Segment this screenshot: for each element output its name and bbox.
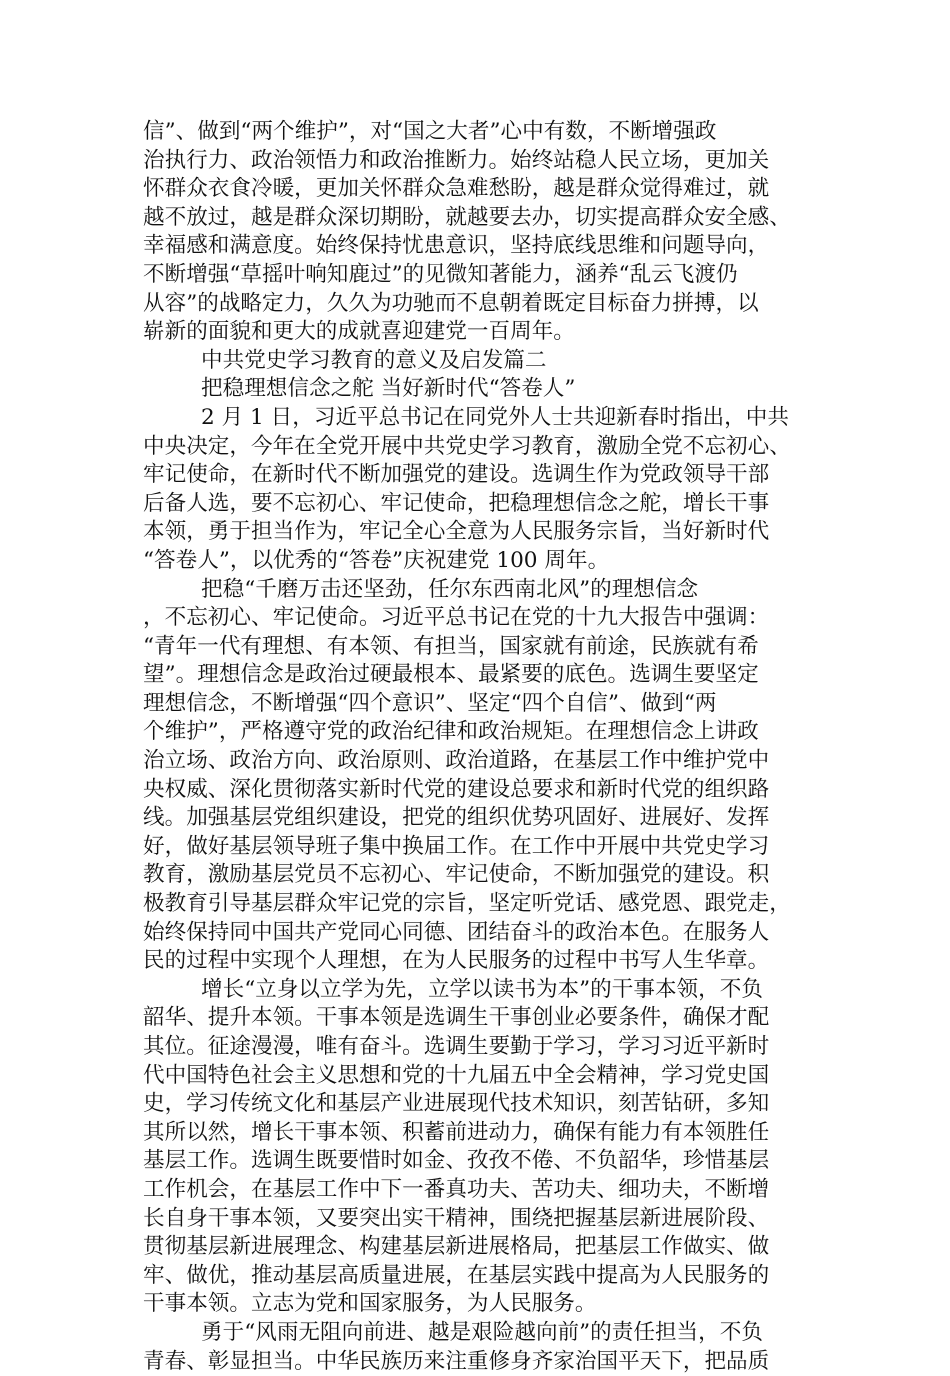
text-line: 基层工作。选调生既要惜时如金、孜孜不倦、不负韶华，珍惜基层	[143, 1148, 770, 1174]
text-line: 其位。征途漫漫，唯有奋斗。选调生要勤于学习，学习习近平新时	[143, 1034, 770, 1059]
text-line: 央权威、深化贯彻落实新时代党的建设总要求和新时代党的组织路	[143, 776, 770, 802]
text-line: 代中国特色社会主义思想和党的十九届五中全会精神，学习党史国	[143, 1062, 770, 1088]
text-line: 个维护”，严格遵守党的政治纪律和政治规矩。在理想信念上讲政	[143, 719, 759, 745]
text-line: 始终保持同中国共产党同心同德、团结奋斗的政治本色。在服务人	[143, 919, 770, 945]
text-line: 极教育引导基层群众牢记党的宗旨，坚定听党话、感党恩、跟党走，	[143, 891, 791, 917]
text-line: 后备人选，要不忘初心、牢记使命，把稳理想信念之舵，增长干事	[143, 490, 770, 516]
text-line: 不断增强“草摇叶响知鹿过”的见微知著能力，涵养“乱云飞渡仍	[143, 261, 738, 287]
text-line: 望”。理想信念是政治过硬最根本、最紧要的底色。选调生要坚定	[143, 662, 759, 688]
text-line: 幸福感和满意度。始终保持忧患意识，坚持底线思维和问题导向，	[143, 233, 770, 259]
text-line: 民的过程中实现个人理想，在为人民服务的过程中书写人生华章。	[143, 948, 770, 974]
text-line: 牢记使命，在新时代不断加强党的建设。选调生作为党政领导干部	[143, 462, 770, 488]
text-line: 增长“立身以立学为先，立学以读书为本”的干事本领，不负	[201, 976, 763, 1002]
text-line: 把稳“千磨万击还坚劲，任尔东西南北风”的理想信念	[201, 576, 699, 602]
text-line: 贯彻基层新进展理念、构建基层新进展格局，把基层工作做实、做	[143, 1234, 770, 1260]
text-line: 工作机会，在基层工作中下一番真功夫、苦功夫、细功夫，不断增	[143, 1176, 770, 1202]
text-line: 治立场、政治方向、政治原则、政治道路，在基层工作中维护党中	[143, 748, 770, 774]
text-line: 其所以然，增长干事本领、积蓄前进动力，确保有能力有本领胜任	[143, 1119, 770, 1145]
text-line: 怀群众衣食冷暖，更加关怀群众急难愁盼，越是群众觉得难过，就	[143, 176, 770, 202]
text-line: 中共党史学习教育的意义及启发篇二	[201, 347, 547, 373]
text-line: “答卷人”，以优秀的“答卷”庆祝建党 100 周年。	[143, 547, 610, 573]
text-line: 长自身干事本领，又要突出实干精神，围绕把握基层新进展阶段、	[143, 1205, 770, 1231]
text-line: 史，学习传统文化和基层产业进展现代技术知识，刻苦钻研，多知	[143, 1091, 770, 1117]
text-line: 线。加强基层党组织建设，把党的组织优势巩固好、进展好、发挥	[143, 805, 770, 831]
document-page	[143, 118, 815, 1376]
text-line: 从容”的战略定力，久久为功驰而不息朝着既定目标奋力拼搏，以	[143, 290, 759, 316]
text-line: 治执行力、政治领悟力和政治推断力。始终站稳人民立场，更加关	[143, 147, 770, 173]
text-line: “青年一代有理想、有本领、有担当，国家就有前途，民族就有希	[143, 633, 759, 659]
text-line: 崭新的面貌和更大的成就喜迎建党一百周年。	[143, 319, 575, 345]
text-line: 越不放过，越是群众深切期盼，就越要去办，切实提高群众安全感、	[143, 204, 791, 230]
text-line: 干事本领。立志为党和国家服务，为人民服务。	[143, 1291, 597, 1317]
text-line: ，不忘初心、牢记使命。习近平总书记在党的十九大报告中强调：	[143, 605, 770, 631]
text-line: 青春、彰显担当。中华民族历来注重修身齐家治国平天下，把品质	[143, 1348, 770, 1374]
text-line: 中央决定，今年在全党开展中共党史学习教育，激励全党不忘初心、	[143, 433, 791, 459]
text-line: 好，做好基层领导班子集中换届工作。在工作中开展中共党史学习	[143, 833, 770, 859]
text-line: 把稳理想信念之舵 当好新时代“答卷人”	[201, 376, 576, 402]
text-line: 韶华、提升本领。干事本领是选调生干事创业必要条件，确保才配	[143, 1005, 770, 1031]
text-line: 勇于“风雨无阻向前进、越是艰险越向前”的责任担当，不负	[201, 1319, 763, 1345]
text-line: 牢、做优，推动基层高质量进展，在基层实践中提高为人民服务的	[143, 1262, 770, 1288]
text-line: 2 月 1 日，习近平总书记在同党外人士共迎新春时指出，中共	[201, 404, 789, 430]
text-line: 本领，勇于担当作为，牢记全心全意为人民服务宗旨，当好新时代	[143, 519, 770, 545]
text-line: 理想信念，不断增强“四个意识”、坚定“四个自信”、做到“两	[143, 690, 717, 716]
text-line: 信”、做到“两个维护”，对“国之大者”心中有数，不断增强政	[143, 119, 717, 144]
text-line: 教育，激励基层党员不忘初心、牢记使命，不断加强党的建设。积	[143, 862, 770, 888]
